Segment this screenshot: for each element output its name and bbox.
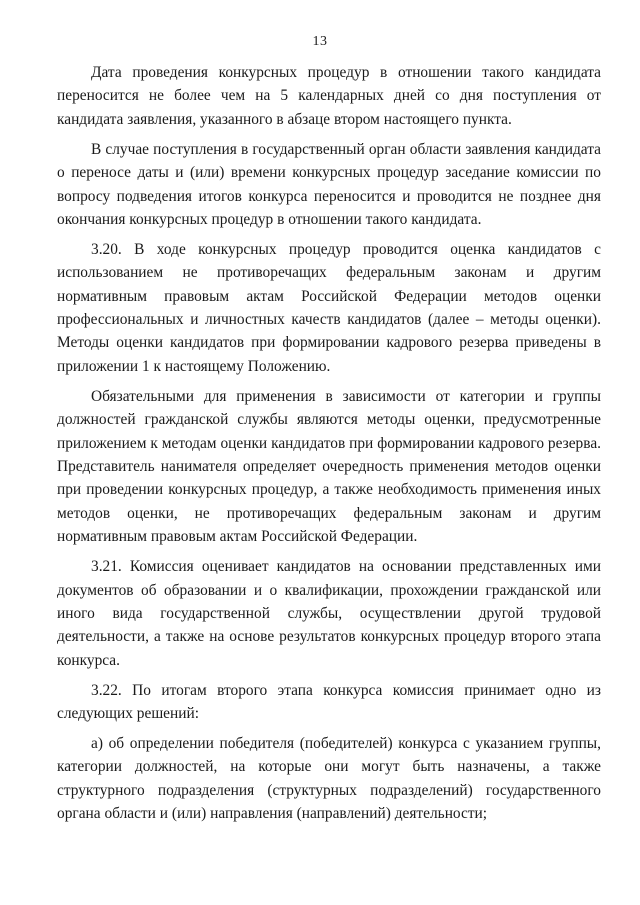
paragraph-3-22-a: а) об определении победителя (победителей) конкурса с указанием группы, категории должностей, на которые они могут быть назначены, а также структурного подразделения (структурных подразделений) государственного органа области и (или) направления (направлений) деятельности; — [57, 734, 601, 823]
paragraph-3-21: 3.21. Комиссия оценивает кандидатов на основании представленных ими документов об образовании и о квалификации, прохождении гражданской или иного вида государственной службы, осуществлении другой трудовой деятельности, а также на основе результатов конкурсных процедур второго этапа конкурса. — [57, 558, 601, 669]
paragraph-mandatory-methods: Обязательными для применения в зависимости от категории и группы должностей гражданской службы являются методы оценки, предусмотренные приложением к методам оценки кандидатов при формировании кадрового резерва. Представитель нанимателя определяет очередность применения методов оценки при проведении конкурсных процедур, а также необходимость применения иных методов оценки, не противоречащих федеральным законам и другим нормативным правовым актам Российской Федерации. — [57, 387, 601, 546]
paragraph-postponement-commission: В случае поступления в государственный орган области заявления кандидата о переносе даты и (или) времени конкурсных процедур заседание комиссии по вопросу подведения итогов конкурса переносится и проводится не позднее дня окончания конкурсных процедур в отношении такого кандидата. — [57, 140, 601, 228]
paragraph-postponement-date: Дата проведения конкурсных процедур в отношении такого кандидата переносится не более чем на 5 календарных дней со дня поступления от кандидата заявления, указанного в абзаце втором настоящего пункта. — [57, 64, 601, 128]
paragraph-3-22: 3.22. По итогам второго этапа конкурса комиссия принимает одно из следующих решений: — [57, 681, 601, 723]
page-number: 13 — [312, 34, 328, 49]
paragraph-3-20: 3.20. В ходе конкурсных процедур проводится оценка кандидатов с использованием не противоречащих федеральным законам и другим нормативным правовым актам Российской Федерации методов оценки профессиональных и личностных качеств кандидатов (далее – методы оценки). Методы оценки кандидатов при формировании кадрового резерва приведены в приложении 1 к настоящему Положению. — [57, 240, 601, 375]
document-body — [57, 61, 601, 832]
